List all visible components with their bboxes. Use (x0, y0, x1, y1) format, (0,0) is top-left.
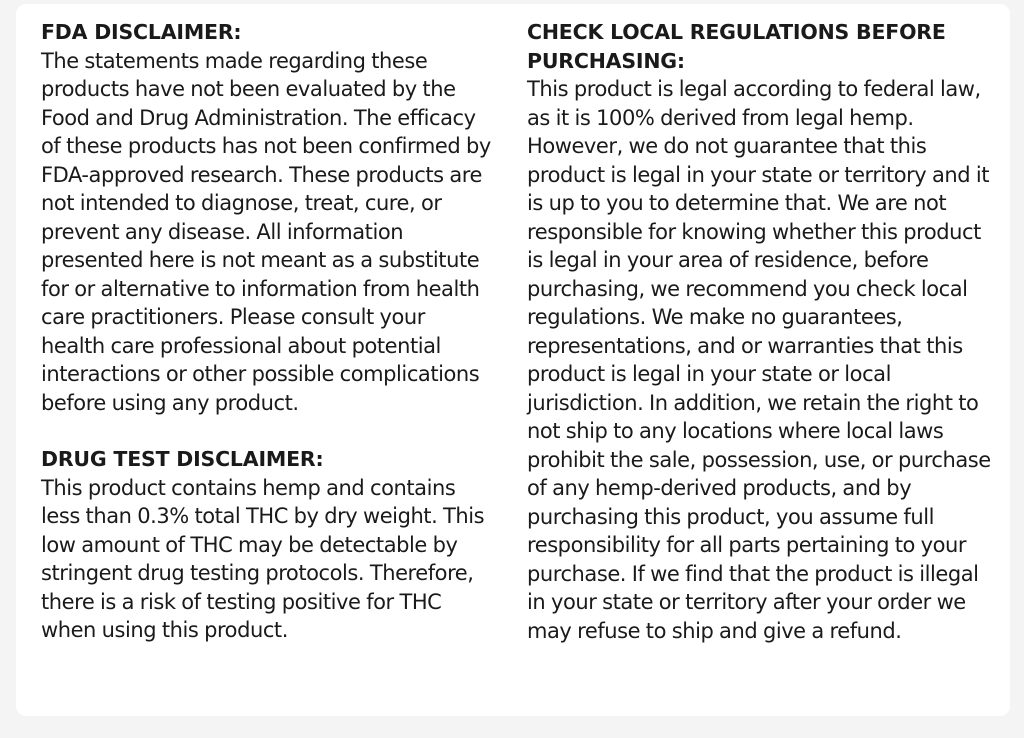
drug-test-disclaimer-section (41, 445, 491, 645)
local-regulations-section (527, 18, 997, 645)
fda-disclaimer-section (41, 18, 491, 417)
drug-test-disclaimer-heading: DRUG TEST DISCLAIMER: (41, 447, 324, 471)
local-regulations-text: This product is legal according to federal law, as it is 100% derived from legal hemp. However, we do not guarantee that this product is legal in your state or territory and it is up to you to determine that. We are not responsible for knowing whether this product is legal in your area of residence, before purchasing, we recommend you check local regulations. We make no guarantees, representations, and or warranties that this product is legal in your state or local jurisdiction. In addition, we retain the right to not ship to any locations where local laws prohibit the sale, possession, use, or purchase of any hemp-derived products, and by purchasing this product, you assume full responsibility for all parts pertaining to your purchase. If we find that the product is illegal in your state or territory after your order we may refuse to ship and give a refund. (527, 77, 991, 643)
fda-disclaimer-heading: FDA DISCLAIMER: (41, 20, 242, 44)
left-column (41, 18, 491, 645)
local-regulations-heading: CHECK LOCAL REGULATIONS BEFORE PURCHASING: (527, 20, 946, 73)
disclaimer-card (16, 4, 1010, 716)
drug-test-disclaimer-text: This product contains hemp and contains less than 0.3% total THC by dry weight. This low amount of THC may be detectable by stringent drug testing protocols. Therefore, there is a risk of testing positive for THC when using this product. (41, 475, 485, 642)
fda-disclaimer-text: The statements made regarding these products have not been evaluated by the Food and Drug Administration. The efficacy of these products has not been confirmed by FDA-approved research. These products are not intended to diagnose, treat, cure, or prevent any disease. All information presented here is not meant as a substitute for or alternative to information from health care practitioners. Please consult your health care professional about potential interactions or other possible complications before using any product. (41, 48, 491, 415)
right-column (527, 18, 997, 645)
